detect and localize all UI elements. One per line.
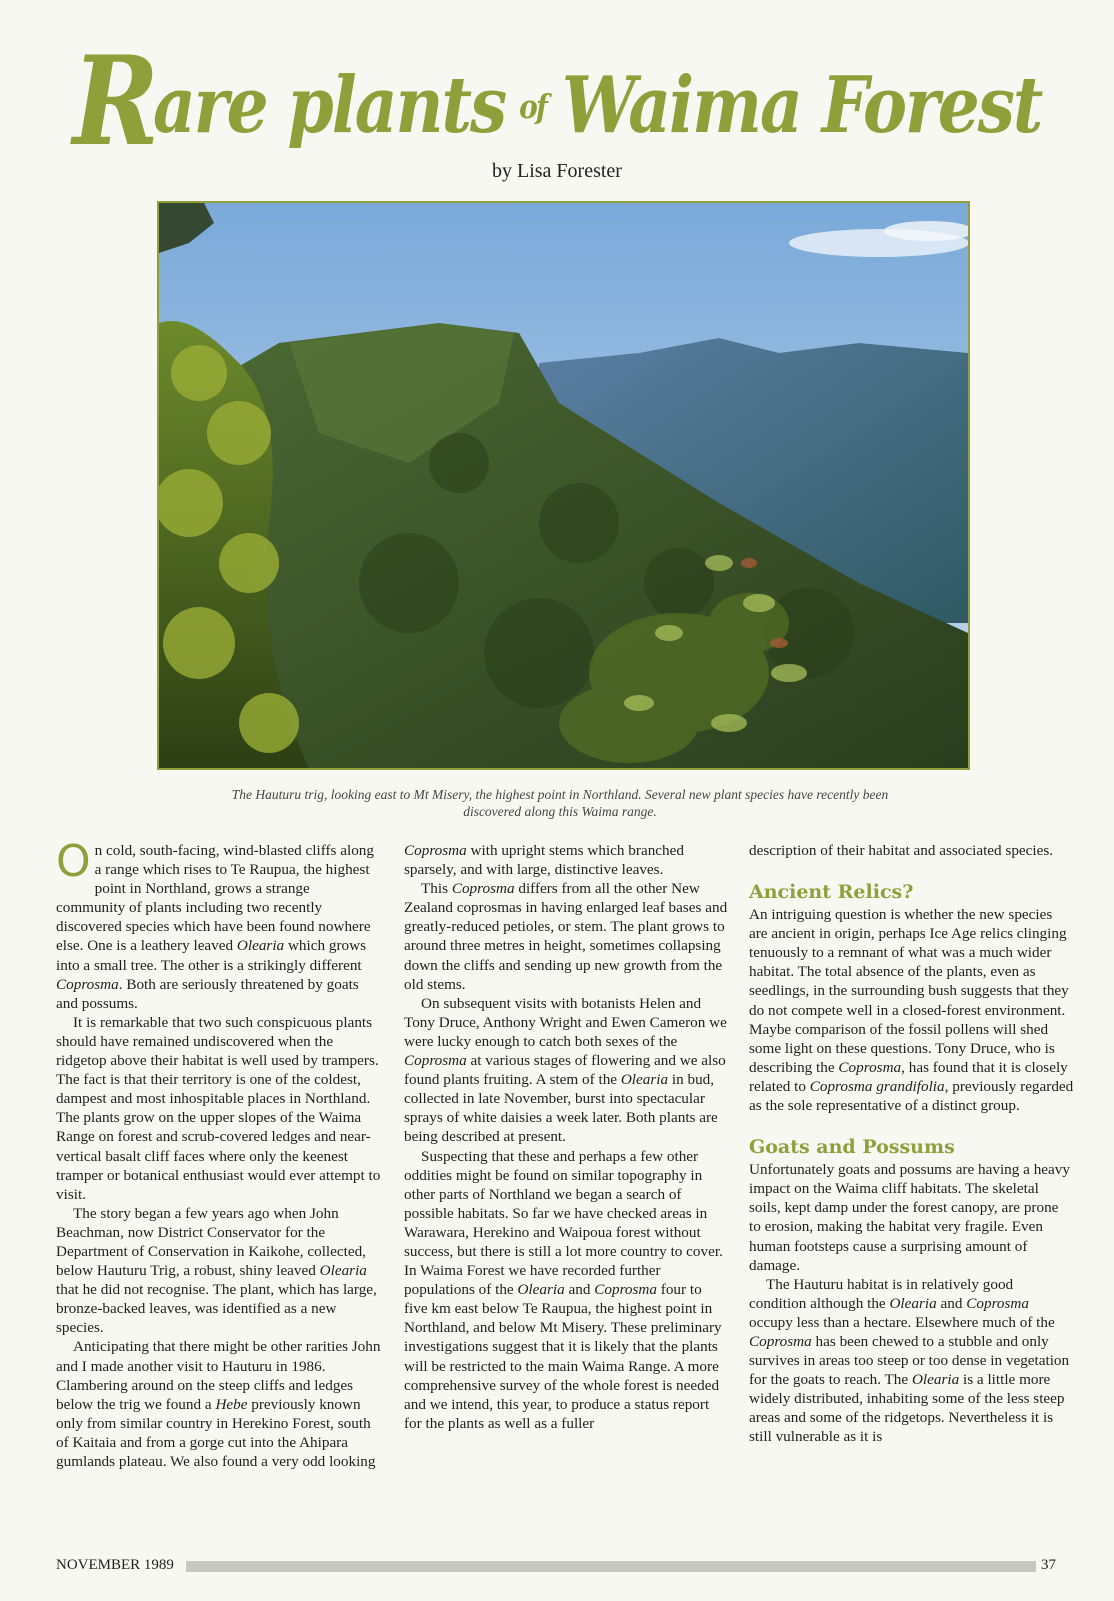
title-connector: of: [519, 87, 546, 127]
photo-caption: The Hauturu trig, looking east to Mt Misery, the highest point in Northland. Several new plant species have recently been discovered along this Waima range.: [231, 787, 889, 819]
text-run: It is remarkable that two such conspicuous plants should have remained undiscovered when the ridgetop above their habitat is well used by trampers. The fact is that their territory is one of the coldest, dampest and most inhospitable places in Northland. The plants grow on the upper slopes of the Waima Range on forest and scrub-covered ledges and near-vertical basalt cliff faces where only the keenest tramper or botanical enthusiast would ever attempt to visit.: [56, 1013, 381, 1203]
italic-term: Olearia: [620, 1071, 669, 1089]
text-run: occupy less than a hectare. Elsewhere much of the: [749, 1313, 1055, 1331]
col1-paragraph-1: [56, 836, 381, 1013]
col2-paragraph-5: [404, 1261, 729, 1433]
col1-paragraph-3: [56, 1204, 381, 1338]
title-part2: Waima Forest: [561, 58, 1042, 151]
text-run: The Hauturu habitat is in relatively good condition although the: [749, 1275, 1014, 1312]
text-run: four to five km east below Te Raupua, the highest point in Northland, and below Mt Misery. These preliminary investigations suggest that it is likely that the plants will be restricted to the main Waima Range. A more comprehensive survey of the whole forest is needed and we intend, this year, to produce a status report for the plants as well as a fuller: [404, 1281, 722, 1432]
text-run: Anticipating that there might be other rarities John and I made another visit to Hauturu in 1986. Clambering around on the steep cliffs and ledges below the trig we found a: [56, 1338, 381, 1413]
col3-paragraph-1: [749, 841, 1074, 860]
text-run: that he did not recognise. The plant, which has large, bronze-backed leaves, was identified as a new species.: [56, 1281, 377, 1337]
italic-term: Olearia: [319, 1262, 367, 1280]
text-run: This: [421, 880, 452, 898]
text-run: Suspecting that these and perhaps a few other oddities might be found on similar topography in other parts of Northland we began a search of possible habitats. So far we have checked areas in Warawara, Herekino and Waipoua forest without success, but there is still a lot more country to cover.: [404, 1147, 723, 1260]
text-run: On subsequent visits with botanists Helen and Tony Druce, Anthony Wright and Ewen Cameron we were lucky enough to catch both sexes of the: [404, 994, 727, 1050]
text-run: . Both are seriously threatened by goats and possums.: [56, 975, 359, 1012]
text-column-1: [56, 836, 381, 1471]
italic-term: Coprosma: [594, 1281, 657, 1299]
col2-paragraph-3: [404, 994, 729, 1147]
text-run: with upright stems which branched sparsely, and with large, distinctive leaves.: [404, 842, 684, 879]
col3-paragraph-4: [749, 1275, 1074, 1447]
italic-term: Coprosma: [451, 880, 515, 898]
text-run: and: [936, 1294, 967, 1312]
italic-term: Coprosma: [404, 842, 467, 859]
italic-term: Coprosma: [966, 1294, 1029, 1312]
italic-term: Olearia: [517, 1281, 565, 1299]
text-run: Unfortunately goats and possums are having a heavy impact on the Waima cliff habitats. The skeletal soils, kept damp under the forest canopy, are prone to erosion, making the habitat very fragile. Even human footsteps cause a surprising amount of damage.: [749, 1161, 1070, 1274]
col1-paragraph-2: [56, 1013, 381, 1204]
text-run: has been chewed to a stubble and only survives in areas too steep or too dense in vegetation for the goats to reach. The: [749, 1332, 1070, 1389]
col3-paragraph-3: [749, 1160, 1074, 1275]
italic-term: Coprosma: [749, 1332, 812, 1350]
title-part1: are plants: [153, 58, 506, 151]
text-run: The story began a few years ago when John Beachman, now District Conservator for the Department of Conservation in Kaikohe, collected, below Hauturu Trig, a robust, shiny leaved: [56, 1204, 366, 1280]
text-run: differs from all the other New Zealand coprosmas in having enlarged leaf bases and greatly-reduced petioles, or stem. The plant grows to around three metres in height, sometimes collapsing down the cliffs and sending up new growth from the old stems.: [404, 880, 728, 993]
italic-term: Olearia: [911, 1371, 960, 1389]
issue-date: NOVEMBER 1989: [56, 1557, 174, 1573]
text-run: In Waima Forest we have recorded further populations of the: [404, 1262, 661, 1299]
heading-ancient-relics: Ancient Relics?: [749, 881, 914, 904]
italic-term: Olearia: [889, 1294, 937, 1312]
text-run: is a little more widely distributed, inhabiting some of the less steep areas and some of the ridgetops. Nevertheless it is still vulnerable as it is: [749, 1371, 1065, 1446]
text-column-2: [404, 841, 729, 1433]
footer-rule: [186, 1561, 1036, 1572]
col1-paragraph-4: [56, 1337, 381, 1471]
italic-term: Coprosma grandifolia: [809, 1077, 945, 1095]
text-run: which grows into a small tree. The other is a strikingly different: [56, 937, 366, 974]
italic-term: Coprosma: [56, 975, 119, 993]
italic-term: Olearia: [236, 937, 285, 955]
drop-cap: O: [56, 836, 91, 887]
text-column-3: [749, 841, 1074, 1447]
text-run: and: [564, 1281, 595, 1299]
text-run: in bud, collected in late November, burst into spectacular sprays of white daisies a week later. Both plants are being described at present.: [404, 1071, 718, 1146]
byline: by Lisa Forester: [492, 160, 622, 182]
text-run: An intriguing question is whether the new species are ancient in origin, perhaps Ice Age relics clinging tenuously to a remnant of what was a much wider habitat. The total absence of the plants, even as seedlings, in the surrounding bush suggests that they do not compete well in a closed-forest environment. Maybe comparison of the fossil pollens will shed some light on these questions. Tony Druce, who is describing the: [749, 906, 1069, 1076]
col3-paragraph-2: [749, 905, 1074, 1115]
text-run: at various stages of flowering and we also found plants fruiting. A stem of the: [404, 1052, 726, 1089]
italic-term: Hebe: [215, 1395, 248, 1413]
text-run: , has found that it is closely related to: [749, 1058, 1068, 1095]
page-number: 37: [1041, 1557, 1056, 1573]
col2-paragraph-1: [404, 841, 729, 879]
text-run: , previously regarded as the sole representative of a distinct group.: [749, 1077, 1074, 1115]
page-footer: [56, 1557, 1056, 1577]
italic-term: Coprosma: [404, 1052, 467, 1070]
landscape-photo: [157, 201, 970, 770]
text-run: previously known only from similar country in Herekino Forest, south of Kaitaia and from a gorge cut into the Ahipara gumlands plateau. We also found a very odd looking: [56, 1395, 376, 1470]
heading-goats-and-possums: Goats and Possums: [749, 1136, 955, 1159]
text-run: n cold, south-facing, wind-blasted cliffs along a range which rises to Te Raupua, the highest point in Northland, grows a strange community of plants including two recently discovered species which have been found nowhere else. One is a leathery leaved: [56, 842, 374, 955]
italic-term: Coprosma: [838, 1058, 902, 1076]
title-initial: R: [72, 28, 154, 174]
col2-paragraph-2: [404, 879, 729, 994]
text-run: description of their habitat and associated species.: [749, 842, 1054, 859]
col2-paragraph-4: [404, 1147, 729, 1262]
